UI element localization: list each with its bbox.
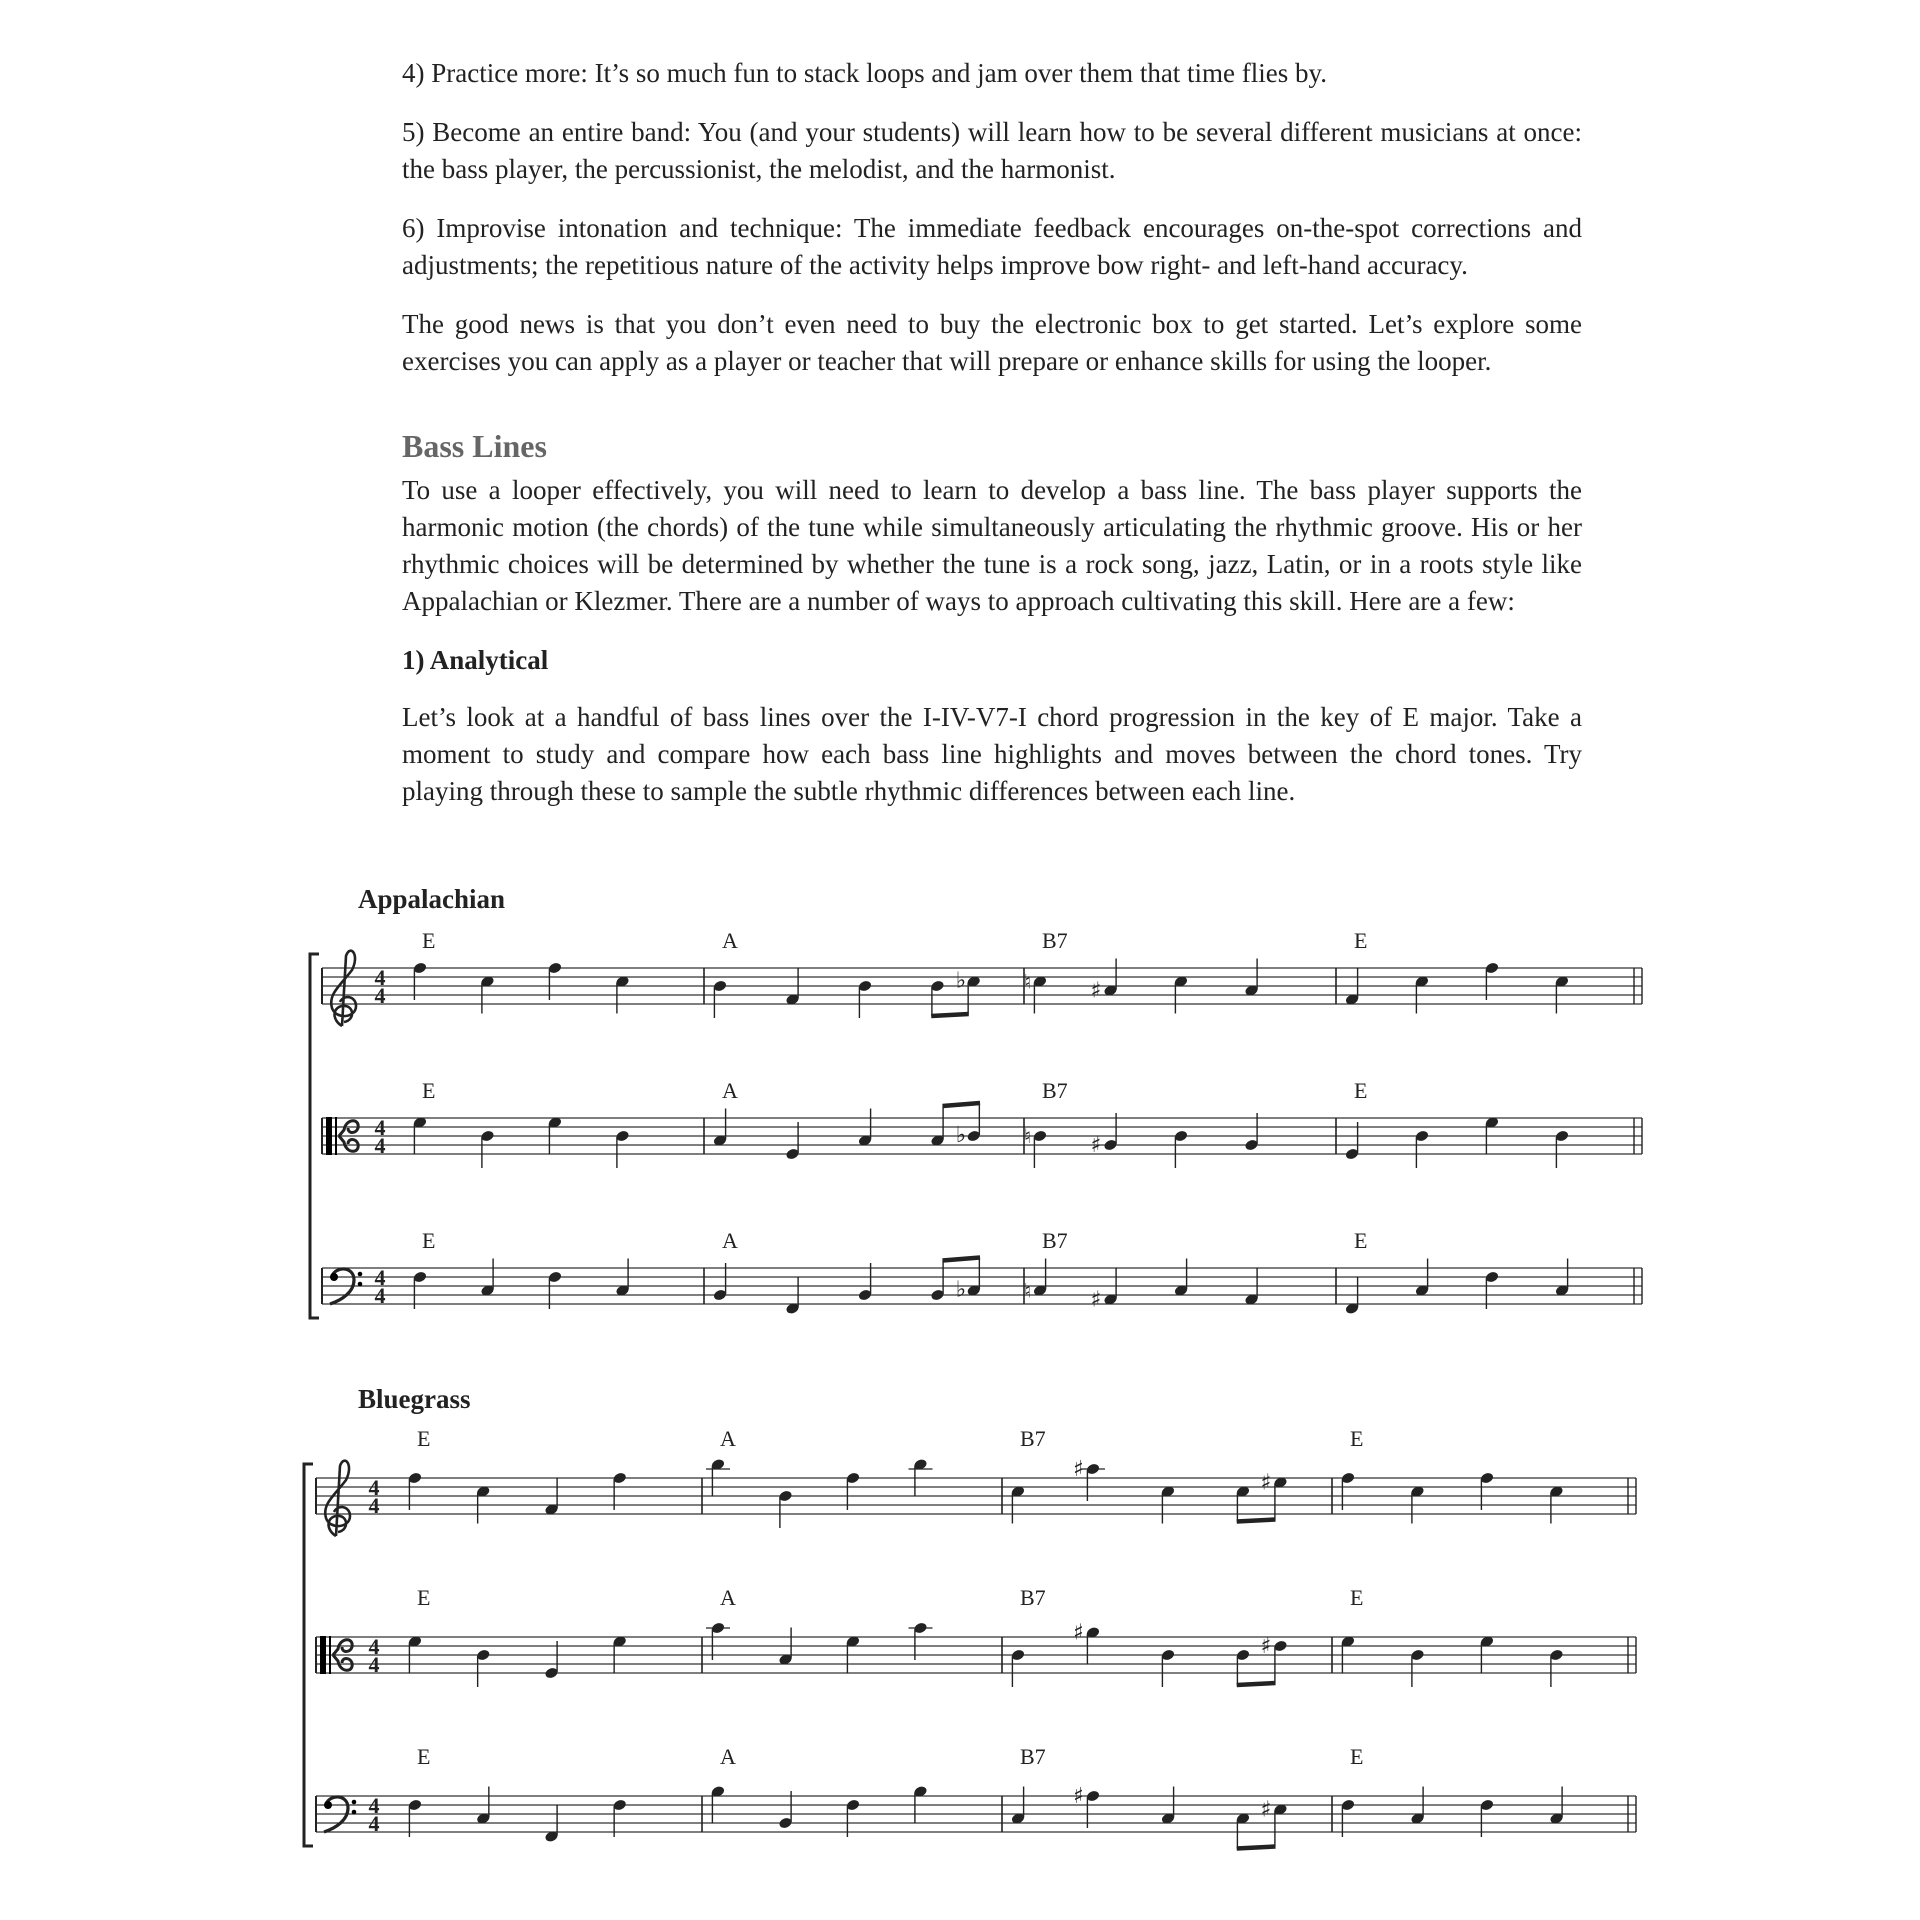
bass-clef-dot — [324, 1801, 332, 1809]
music-system-bluegrass — [304, 1384, 1636, 1849]
sharp-icon: ♯ — [1260, 1470, 1272, 1496]
system-bracket — [304, 1464, 313, 1846]
natural-icon: ♮ — [1024, 1278, 1032, 1303]
chord-symbol: E — [1350, 1426, 1364, 1451]
natural-icon: ♮ — [1024, 969, 1032, 994]
alto-clef-icon — [320, 1636, 326, 1674]
chord-symbol: E — [417, 1585, 431, 1610]
chord-symbol: E — [422, 1078, 436, 1103]
chord-symbol: A — [720, 1585, 736, 1610]
flat-icon: ♭ — [955, 968, 967, 994]
flat-icon: ♭ — [955, 1277, 967, 1303]
note-beam — [1237, 1847, 1276, 1849]
staff-bass — [316, 1744, 1636, 1849]
sharp-icon: ♯ — [1090, 978, 1102, 1004]
alto-clef-bar — [335, 1117, 337, 1155]
paragraph-good-news: The good news is that you don’t even need to buy the electronic box to get started. Let’s explore some exercises you can apply as a player or teacher that will prepare or enhance skills for using the looper. — [402, 309, 1582, 376]
staff-treble — [316, 1426, 1636, 1536]
sharp-icon: ♯ — [1260, 1634, 1272, 1659]
chord-symbol: E — [1350, 1585, 1364, 1610]
subheading-analytical: 1) Analytical — [402, 645, 549, 675]
bass-clef-dot — [352, 1810, 357, 1815]
paragraph-entire-band: 5) Become an entire band: You (and your students) will learn how to be several different musicians at once: the bass player, the percussionist, the melodist, and the harmonist. — [402, 117, 1582, 184]
time-signature-top: 4 — [374, 965, 386, 990]
time-signature-bottom: 4 — [368, 1811, 380, 1836]
time-signature-top: 4 — [368, 1634, 380, 1659]
note-beam — [1237, 1683, 1276, 1685]
chord-symbol: B7 — [1020, 1744, 1046, 1769]
note-beam — [943, 1103, 981, 1106]
chord-symbol: E — [1354, 1078, 1368, 1103]
chord-symbol: E — [1354, 928, 1368, 953]
note-beam — [1237, 1520, 1276, 1522]
chord-symbol: B7 — [1020, 1426, 1046, 1451]
chord-symbol: A — [720, 1426, 736, 1451]
alto-clef-bar — [329, 1636, 331, 1674]
chord-symbol: A — [722, 928, 738, 953]
sharp-icon: ♯ — [1090, 1287, 1102, 1313]
system-title: Appalachian — [358, 884, 506, 914]
note-beam — [931, 1014, 969, 1016]
bass-clef-dot — [358, 1272, 363, 1277]
chord-symbol: E — [422, 1228, 436, 1253]
sharp-icon: ♯ — [1073, 1620, 1084, 1646]
treble-clef-icon — [331, 951, 356, 1026]
paragraph-practice-more: 4) Practice more: It’s so much fun to stack loops and jam over them that time flies by. — [402, 58, 1328, 88]
chord-symbol: E — [417, 1426, 431, 1451]
sharp-icon: ♯ — [1073, 1784, 1084, 1809]
staff-bass — [322, 1228, 1642, 1315]
time-signature-bottom: 4 — [368, 1493, 380, 1518]
staff-alto — [316, 1585, 1636, 1687]
chord-symbol: E — [1350, 1744, 1364, 1769]
chord-symbol: E — [417, 1744, 431, 1769]
note-beam — [943, 1258, 981, 1261]
section-heading: Bass Lines — [402, 428, 547, 464]
chord-symbol: B7 — [1042, 928, 1068, 953]
treble-clef-icon — [325, 1461, 350, 1536]
music-system-appalachian — [310, 884, 1642, 1318]
section-intro: To use a looper effectively, you will need to learn to develop a bass line. The bass player supports the harmonic motion (the chords) of the tune while simultaneously articulating the rhythmic groove. His or her rhythmic choices will be determined by whether the tune is a rock song, jazz, Latin, or in a roots style like Appalachian or Klezmer. There are a number of ways to approach cultivating this skill. Here are a few: — [402, 475, 1582, 616]
paragraph-intonation: 6) Improvise intonation and technique: The immediate feedback encourages on-the-spot corrections and adjustments; the repetitious nature of the activity helps improve bow right- and left-hand accuracy. — [402, 213, 1582, 280]
sharp-icon: ♯ — [1073, 1457, 1084, 1482]
chord-symbol: A — [722, 1078, 738, 1103]
time-signature-top: 4 — [374, 1265, 386, 1290]
staff-alto — [322, 1078, 1642, 1168]
system-title: Bluegrass — [358, 1384, 471, 1414]
system-bracket — [310, 954, 319, 1318]
time-signature-bottom: 4 — [374, 1133, 386, 1158]
flat-icon: ♭ — [955, 1123, 967, 1148]
chord-symbol: E — [1354, 1228, 1368, 1253]
chord-symbol: E — [422, 928, 436, 953]
time-signature-bottom: 4 — [368, 1652, 380, 1677]
staff-treble — [322, 928, 1642, 1026]
time-signature-top: 4 — [368, 1793, 380, 1818]
chord-symbol: A — [720, 1744, 736, 1769]
natural-icon: ♮ — [1024, 1124, 1032, 1148]
bass-clef-dot — [358, 1282, 363, 1287]
bass-clef-dot — [352, 1800, 357, 1805]
alto-clef-icon — [326, 1117, 332, 1155]
chord-symbol: A — [722, 1228, 738, 1253]
time-signature-top: 4 — [374, 1115, 386, 1140]
bass-clef-dot — [330, 1273, 338, 1281]
sharp-icon: ♯ — [1090, 1133, 1102, 1158]
chord-symbol: B7 — [1020, 1585, 1046, 1610]
sharp-icon: ♯ — [1260, 1797, 1272, 1823]
time-signature-bottom: 4 — [374, 1283, 386, 1308]
time-signature-top: 4 — [368, 1475, 380, 1500]
paragraph-analytical: Let’s look at a handful of bass lines over the I-IV-V7-I chord progression in the key of E major. Take a moment to study and compare how each bass line highlights and moves between the chord tones. Try playing through these to sample the subtle rhythmic differences between each line. — [402, 702, 1582, 806]
chord-symbol: B7 — [1042, 1078, 1068, 1103]
chord-symbol: B7 — [1042, 1228, 1068, 1253]
time-signature-bottom: 4 — [374, 983, 386, 1008]
